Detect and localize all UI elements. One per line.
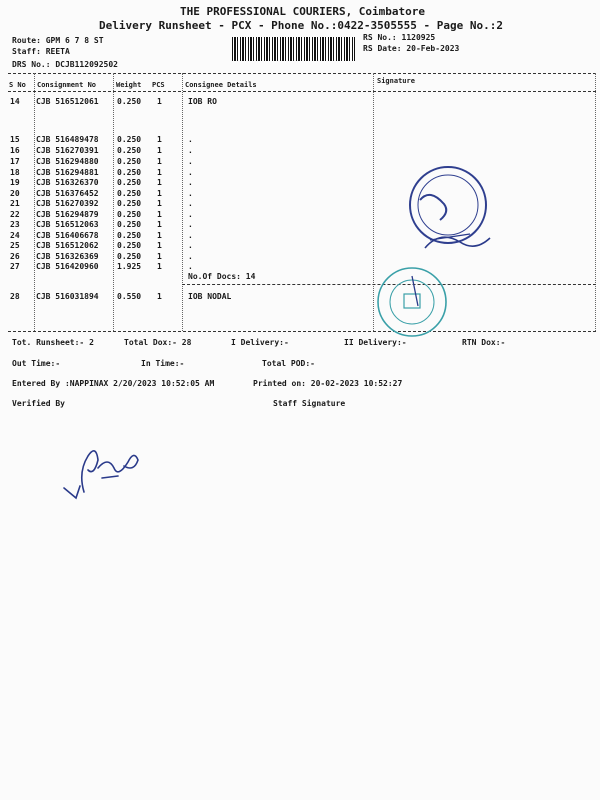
row-pcs: 1 (157, 135, 162, 144)
table-row (0, 241, 600, 251)
runsheet-subtitle: Delivery Runsheet - PCX - Phone No.:0422-3505555 - Page No.:2 (99, 19, 503, 32)
row-consignee: . (188, 231, 193, 240)
row-consignee: . (188, 135, 193, 144)
row-weight: 0.250 (117, 220, 142, 229)
table-row (0, 178, 600, 188)
row-consignee: . (188, 210, 193, 219)
row-weight: 0.250 (117, 178, 142, 187)
row-pcs: 1 (157, 252, 162, 261)
header-consignee: Consignee Details (185, 81, 257, 89)
row-consignment: CJB 516326369 (36, 252, 99, 261)
row-pcs: 1 (157, 199, 162, 208)
table-top-rule (8, 73, 596, 74)
no-of-docs: No.Of Docs: 14 (188, 272, 256, 281)
barcode (232, 37, 355, 61)
row-consignee: . (188, 157, 193, 166)
row-pcs: 1 (157, 157, 162, 166)
table-row (0, 231, 600, 241)
header-weight: Weight (116, 81, 142, 89)
row-weight: 0.250 (117, 189, 142, 198)
row-pcs: 1 (157, 146, 162, 155)
table-row (0, 157, 600, 167)
row-consignee: . (188, 241, 193, 250)
row-sno: 24 (10, 231, 20, 240)
row-pcs: 1 (157, 262, 162, 271)
row-consignment: CJB 516294880 (36, 157, 99, 166)
row-consignee: . (188, 168, 193, 177)
row-consignment: CJB 516031894 (36, 292, 99, 301)
total-dox: Total Dox:- 28 (124, 338, 192, 347)
company-title: THE PROFESSIONAL COURIERS, Coimbatore (180, 5, 426, 18)
row-consignment: CJB 516326370 (36, 178, 99, 187)
row-consignment: CJB 516512062 (36, 241, 99, 250)
row-consignment: CJB 516512063 (36, 220, 99, 229)
row-pcs: 1 (157, 292, 162, 301)
in-time: In Time:- (141, 359, 185, 368)
table-row (0, 135, 600, 145)
handwritten-signature-icon (58, 420, 150, 510)
row-consignment: CJB 516294879 (36, 210, 99, 219)
header-pcs: PCS (152, 81, 165, 89)
row-pcs: 1 (157, 241, 162, 250)
table-row (0, 168, 600, 178)
row-weight: 1.925 (117, 262, 142, 271)
row-sno: 16 (10, 146, 20, 155)
row-consignment: CJB 516270391 (36, 146, 99, 155)
row-consignee: . (188, 262, 193, 271)
row-consignee: . (188, 189, 193, 198)
row-weight: 0.250 (117, 146, 142, 155)
row-pcs: 1 (157, 231, 162, 240)
official-seal-icon (372, 266, 458, 338)
table-row (0, 292, 600, 302)
row-consignment: CJB 516420960 (36, 262, 99, 271)
printed-on: Printed on: 20-02-2023 10:52:27 (253, 379, 403, 388)
ii-delivery: II Delivery:- (344, 338, 407, 347)
row-sno: 19 (10, 178, 20, 187)
total-pod: Total POD:- (262, 359, 315, 368)
row-weight: 0.250 (117, 252, 142, 261)
i-delivery: I Delivery:- (231, 338, 289, 347)
row-pcs: 1 (157, 210, 162, 219)
row-weight: 0.250 (117, 157, 142, 166)
row-consignment: CJB 516512061 (36, 97, 99, 106)
staff-signature-label: Staff Signature (273, 399, 346, 408)
table-row (0, 210, 600, 220)
table-header-rule (8, 91, 596, 92)
row-weight: 0.250 (117, 135, 142, 144)
row-sno: 18 (10, 168, 20, 177)
row-consignee: IOB RO (188, 97, 217, 106)
table-row (0, 252, 600, 262)
header-signature: Signature (377, 77, 415, 85)
row-pcs: 1 (157, 97, 162, 106)
row-weight: 0.250 (117, 210, 142, 219)
row-sno: 25 (10, 241, 20, 250)
row-sno: 14 (10, 97, 20, 106)
row-sno: 21 (10, 199, 20, 208)
table-row (0, 97, 600, 107)
row-consignment: CJB 516406678 (36, 231, 99, 240)
row-sno: 15 (10, 135, 20, 144)
row-weight: 0.250 (117, 97, 142, 106)
row-consignee: . (188, 220, 193, 229)
row-consignment: CJB 516294881 (36, 168, 99, 177)
row-pcs: 1 (157, 168, 162, 177)
table-row (0, 220, 600, 230)
drs-number: DRS No.: DCJB112092502 (12, 60, 118, 69)
tot-runsheet: Tot. Runsheet:- 2 (12, 338, 94, 347)
verified-by: Verified By (12, 399, 65, 408)
row-sno: 22 (10, 210, 20, 219)
row-weight: 0.250 (117, 168, 142, 177)
row-sno: 20 (10, 189, 20, 198)
row-consignee: IOB NODAL (188, 292, 232, 301)
row-sno: 26 (10, 252, 20, 261)
staff-label: Staff: REETA (12, 47, 70, 56)
row-weight: 0.250 (117, 231, 142, 240)
row-consignee: . (188, 146, 193, 155)
row-consignee: . (188, 178, 193, 187)
rtn-dox: RTN Dox:- (462, 338, 506, 347)
row-consignment: CJB 516376452 (36, 189, 99, 198)
row-weight: 0.250 (117, 241, 142, 250)
row-pcs: 1 (157, 178, 162, 187)
row-sno: 28 (10, 292, 20, 301)
header-consignment: Consignment No (37, 81, 97, 89)
route-label: Route: GPM 6 7 8 ST (12, 36, 104, 45)
table-row (0, 146, 600, 156)
premises-stamp-icon (400, 160, 510, 260)
row-weight: 0.250 (117, 199, 142, 208)
row-pcs: 1 (157, 189, 162, 198)
row-consignment: CJB 516489478 (36, 135, 99, 144)
table-row (0, 199, 600, 209)
header-sno: S No (9, 81, 26, 89)
row-sno: 17 (10, 157, 20, 166)
row-pcs: 1 (157, 220, 162, 229)
entered-by: Entered By :NAPPINAX 2/20/2023 10:52:05 AM (12, 379, 215, 388)
table-bottom-rule (8, 331, 596, 332)
rs-date: RS Date: 20-Feb-2023 (363, 44, 460, 53)
rs-number: RS No.: 1120925 (363, 33, 436, 42)
table-row (0, 262, 600, 272)
row-consignee: . (188, 199, 193, 208)
row-sno: 27 (10, 262, 20, 271)
row-weight: 0.550 (117, 292, 142, 301)
row-consignee: . (188, 252, 193, 261)
out-time: Out Time:- (12, 359, 61, 368)
row-consignment: CJB 516270392 (36, 199, 99, 208)
row-sno: 23 (10, 220, 20, 229)
table-row (0, 189, 600, 199)
